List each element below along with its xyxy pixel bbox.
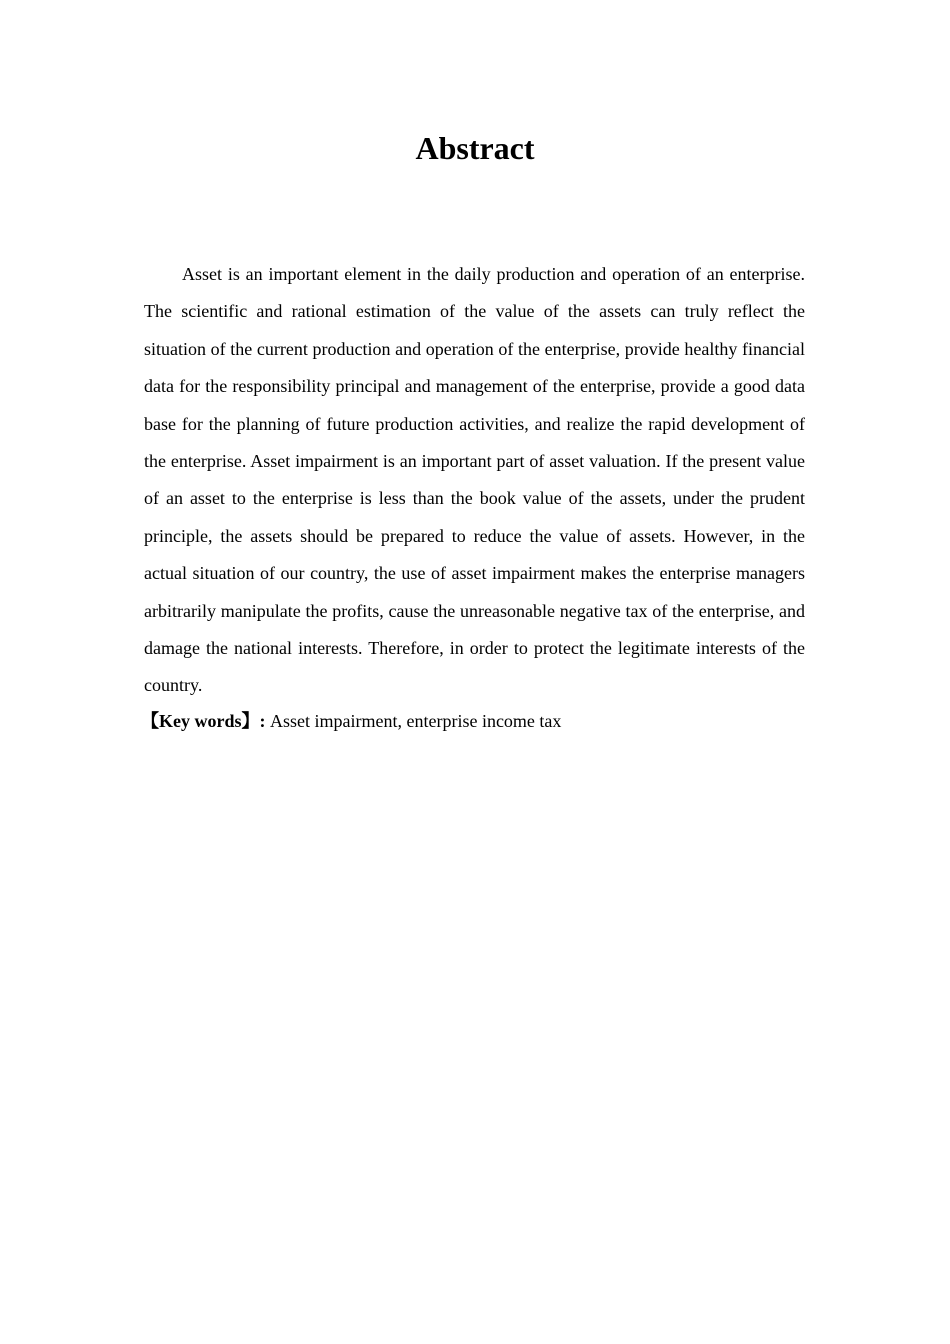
keywords-text: Asset impairment, enterprise income tax <box>265 711 562 731</box>
keywords-label: 【Key words】: <box>141 711 266 731</box>
abstract-paragraph: Asset is an important element in the daily production and operation of an enterprise. The scientific and rational estimation of the value of the assets can truly reflect the situation of the current production and operation of the enterprise, provide healthy financial data for the responsibility principal and management of the enterprise, provide a good data base for the planning of future production activities, and realize the rapid development of the enterprise. Asset impairment is an important part of asset valuation. If the present value of an asset to the enterprise is less than the book value of the assets, under the prudent principle, the assets should be prepared to reduce the value of assets. However, in the actual situation of our country, the use of asset impairment makes the enterprise managers arbitrarily manipulate the profits, cause the unreasonable negative tax of the enterprise, and damage the national interests. Therefore, in order to protect the legitimate interests of the country. <box>144 264 805 696</box>
keywords-line <box>141 706 805 736</box>
page-title: Abstract <box>415 130 535 166</box>
